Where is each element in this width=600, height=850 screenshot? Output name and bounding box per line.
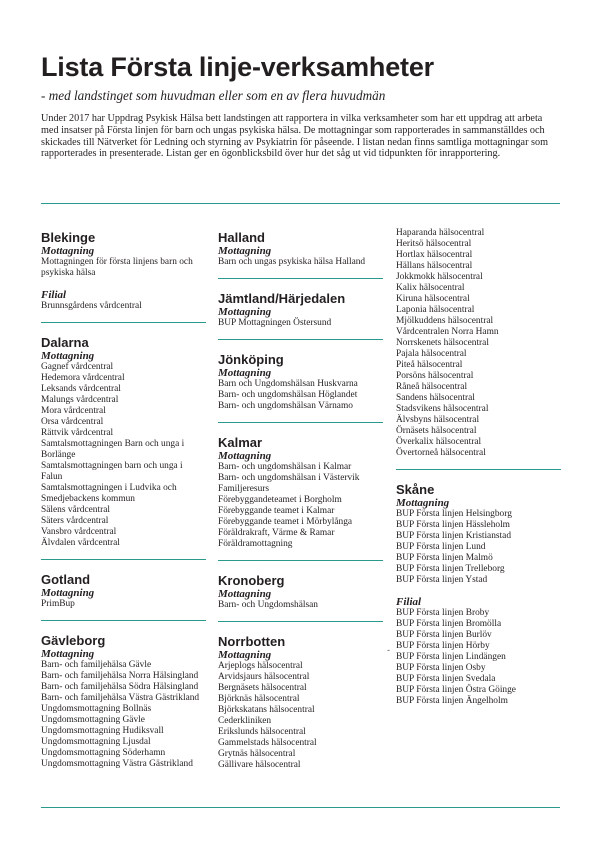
list-item: Erikslunds hälsocentral: [218, 727, 306, 737]
list-item: Arvidsjaurs hälsocentral: [218, 672, 310, 682]
list-item: PrimBup: [41, 599, 75, 609]
list-item: Bergnäsets hälsocentral: [218, 683, 307, 693]
list-item: Heritsö hälsocentral: [396, 239, 472, 249]
list-item: Barn- och Ungdomshälsan: [218, 600, 318, 610]
list-item: BUP Första linjen Burlöv: [396, 630, 492, 640]
mottagning-list: [41, 362, 211, 549]
list-item: Ungdomsmottagning Hudiksvall: [41, 726, 164, 736]
list-item: Barn och ungas psykiska hälsa Halland: [218, 257, 366, 267]
list-item: BUP Första linjen Lindängen: [396, 652, 506, 662]
list-item: Porsöns hälsocentral: [396, 371, 474, 381]
list-item: Haparanda hälsocentral: [396, 228, 485, 238]
list-item: Barn- och ungdomshälsan i Kalmar: [218, 462, 352, 472]
list-item: Borlänge: [41, 450, 76, 460]
list-item: BUP Första linjen Malmö: [396, 553, 493, 563]
region-title: Blekinge: [41, 230, 96, 245]
list-item: BUP Första linjen Ystad: [396, 575, 488, 585]
list-item: Ungdomsmottagning Gävle: [41, 715, 145, 725]
region-title: Jönköping: [218, 352, 284, 367]
region-blekinge: [41, 230, 211, 312]
list-item: Pajala hälsocentral: [396, 349, 467, 359]
mottagning-heading: Mottagning: [41, 587, 95, 599]
list-item: Sandens hälsocentral: [396, 393, 475, 403]
mottagning-heading: Mottagning: [218, 649, 272, 661]
region-halland: [218, 230, 388, 268]
column-2: [218, 230, 391, 771]
list-item: psykiska hälsa: [41, 268, 96, 278]
list-item: Familjeresurs: [218, 484, 270, 494]
list-item: BUP Första linjen Hässleholm: [396, 520, 510, 530]
mottagning-heading: Mottagning: [218, 306, 272, 318]
mottagning-list: [218, 379, 388, 412]
mottagning-list: [41, 257, 211, 279]
list-item: Örnäsets hälsocentral: [396, 426, 477, 436]
region-kalmar: [218, 435, 388, 550]
list-item: Säters vårdcentral: [41, 516, 109, 526]
list-item: Barn- och ungdomshälsan Höglandet: [218, 390, 358, 400]
list-item: Björknäs hälsocentral: [218, 694, 300, 704]
region-norrbotten-continued: [396, 228, 566, 459]
region-dalarna: [41, 335, 211, 549]
list-item: Barn- och familjehälsa Gävle: [41, 660, 152, 670]
list-item: Jokkmokk hälsocentral: [396, 272, 483, 282]
list-item: Mjölkuddens hälsocentral: [396, 316, 494, 326]
list-item: Vårdcentralen Norra Hamn: [396, 327, 499, 337]
list-item: Brunnsgårdens vårdcentral: [41, 301, 142, 311]
list-item: BUP Första linjen Ängelholm: [396, 696, 508, 706]
region-jamtland-harjedalen: [218, 291, 388, 329]
mottagning-heading: Mottagning: [218, 588, 272, 600]
list-item: BUP Första linjen Östra Göinge: [396, 685, 516, 695]
mottagning-heading: Mottagning: [41, 245, 95, 257]
list-item: Ungdomsmottagning Bollnäs: [41, 704, 152, 714]
mottagning-heading: Mottagning: [41, 350, 95, 362]
list-item: Älvdalen vårdcentral: [41, 538, 120, 548]
list-item: Stadsvikens hälsocentral: [396, 404, 489, 414]
list-item: Hortlax hälsocentral: [396, 250, 473, 260]
column-3: [396, 228, 566, 707]
region-skane: [396, 482, 566, 707]
mottagning-list: [218, 318, 388, 329]
mottagning-list: [218, 661, 388, 771]
list-item: Smedjebackens kommun: [41, 494, 135, 504]
list-item: BUP Första linjen Helsingborg: [396, 509, 512, 519]
top-divider: [41, 203, 560, 204]
region-gotland: [41, 572, 211, 610]
list-item: BUP Första linjen Osby: [396, 663, 486, 673]
list-item: Ungdomsmottagning Ljusdal: [41, 737, 151, 747]
list-item: Gagnef vårdcentral: [41, 362, 114, 372]
list-item: Förebyggande teamet i Mörbylånga: [218, 517, 353, 527]
mottagning-list: [218, 257, 388, 268]
region-title: Jämtland/Härjedalen: [218, 291, 346, 306]
list-item: Hällans hälsocentral: [396, 261, 473, 271]
list-item: Mottagningen för första linjens barn och: [41, 257, 193, 267]
region-title: Gotland: [41, 572, 91, 587]
region-title: Skåne: [396, 482, 435, 497]
list-item: Älvsbyns hälsocentral: [396, 415, 480, 425]
mottagning-list: [218, 462, 388, 550]
filial-heading: Filial: [396, 596, 422, 608]
list-item: BUP Första linjen Hörby: [396, 641, 490, 651]
list-item: Ungdomsmottagning Västra Gästrikland: [41, 759, 193, 769]
region-title: Halland: [218, 230, 265, 245]
list-item: Cederkliniken: [218, 716, 272, 726]
list-item: Björkskatans hälsocentral: [218, 705, 315, 715]
region-gavleborg: [41, 633, 211, 770]
list-item: Leksands vårdcentral: [41, 384, 121, 394]
list-item: Samtalsmottagningen i Ludvika och: [41, 483, 177, 493]
list-item: BUP Första linjen Trelleborg: [396, 564, 505, 574]
list-item: BUP Mottagningen Östersund: [218, 318, 332, 328]
list-item: Laponia hälsocentral: [396, 305, 475, 315]
list-item: Ungdomsmottagning Söderhamn: [41, 748, 166, 758]
mottagning-list: [396, 509, 566, 586]
list-item: BUP Första linjen Svedala: [396, 674, 496, 684]
region-title: Norrbotten: [218, 634, 286, 649]
mottagning-heading: Mottagning: [396, 497, 450, 509]
list-item: Rättvik vårdcentral: [41, 428, 114, 438]
region-kronoberg: [218, 573, 388, 611]
list-item: Samtalsmottagningen Barn och unga i: [41, 439, 185, 449]
list-item: Barn och Ungdomshälsan Huskvarna: [218, 379, 358, 389]
mottagning-heading: Mottagning: [218, 450, 272, 462]
list-item: Arjeplogs hälsocentral: [218, 661, 303, 671]
list-item: Kalix hälsocentral: [396, 283, 465, 293]
list-item: Grytnäs hälsocentral: [218, 749, 296, 759]
page-title: Lista Första linje-verksamheter: [41, 52, 434, 82]
list-item: Piteå hälsocentral: [396, 360, 463, 370]
filial-list: [396, 608, 566, 707]
list-item: Mora vårdcentral: [41, 406, 106, 416]
mottagning-heading: Mottagning: [218, 245, 272, 257]
list-item: Falun: [41, 472, 63, 482]
list-item: BUP Första linjen Lund: [396, 542, 486, 552]
list-item: Kiruna hälsocentral: [396, 294, 470, 304]
region-title: Kalmar: [218, 435, 263, 450]
region-title: Gävleborg: [41, 633, 106, 648]
list-item: Barn- och familjehälsa Norra Hälsingland: [41, 671, 199, 681]
list-item: Övertorneå hälsocentral: [396, 448, 486, 458]
region-title: Dalarna: [41, 335, 89, 350]
list-item: Gällivare hälsocentral: [218, 760, 301, 770]
region-jonkoping: [218, 352, 388, 412]
mottagning-list: [41, 660, 211, 770]
list-item: Gammelstads hälsocentral: [218, 738, 317, 748]
column-1: [41, 230, 211, 770]
list-item: BUP Första linjen Kristianstad: [396, 531, 512, 541]
region-norrbotten: [218, 634, 391, 771]
bottom-divider: [41, 807, 560, 808]
list-item: Norrskenets hälsocentral: [396, 338, 489, 348]
list-item: Hedemora vårdcentral: [41, 373, 125, 383]
page-subtitle: - med landstinget som huvudman eller som en av flera huvudmän: [41, 88, 386, 103]
filial-list: [41, 301, 211, 312]
mottagning-heading: Mottagning: [41, 648, 95, 660]
filial-heading: Filial: [41, 289, 67, 301]
list-item: Orsa vårdcentral: [41, 417, 104, 427]
list-item: BUP Första linjen Bromölla: [396, 619, 502, 629]
list-item: Råneå hälsocentral: [396, 382, 468, 392]
list-item: Förebyggandeteamet i Borgholm: [218, 495, 342, 505]
list-item: Samtalsmottagningen barn och unga i: [41, 461, 183, 471]
list-item: Malungs vårdcentral: [41, 395, 119, 405]
mottagning-list: [41, 599, 211, 610]
list-item: Överkalix hälsocentral: [396, 437, 482, 447]
mottagning-heading: Mottagning: [218, 367, 272, 379]
list-item: Förebyggande teamet i Kalmar: [218, 506, 335, 516]
stray-mark: -: [387, 646, 391, 656]
list-item: Föräldrakraft, Värme & Ramar: [218, 528, 335, 538]
list-item: Barn- och familjehälsa Södra Hälsingland: [41, 682, 199, 692]
list-item: BUP Första linjen Broby: [396, 608, 490, 618]
list-item: Sälens vårdcentral: [41, 505, 110, 515]
mottagning-list: [396, 228, 566, 459]
list-item: Barn- och ungdomshälsan i Västervik: [218, 473, 360, 483]
list-item: Barn- och ungdomshälsan Värnamo: [218, 401, 353, 411]
list-item: Barn- och familjehälsa Västra Gästrikland: [41, 693, 200, 703]
mottagning-list: [218, 600, 388, 611]
region-title: Kronoberg: [218, 573, 285, 588]
list-item: Föräldramottagning: [218, 539, 293, 549]
list-item: Vansbro vårdcentral: [41, 527, 117, 537]
intro-paragraph: Under 2017 har Uppdrag Psykisk Hälsa bett landstingen att rapportera in vilka verksamheter som har ett uppdrag att arbeta med insatser på Första linjen för barn och ungas psykiska hälsa. De mottagningar som rapporterades in sammanställdes och skickades till Nätverket för Ledning och styrning av Psykiatrin för påseende. I listan nedan finns samtliga mottagningar som rapporterades in presenterade. Listan ger en ögonblicksbild över hur det såg ut vid tidpunkten för inrapportering.: [41, 113, 548, 160]
